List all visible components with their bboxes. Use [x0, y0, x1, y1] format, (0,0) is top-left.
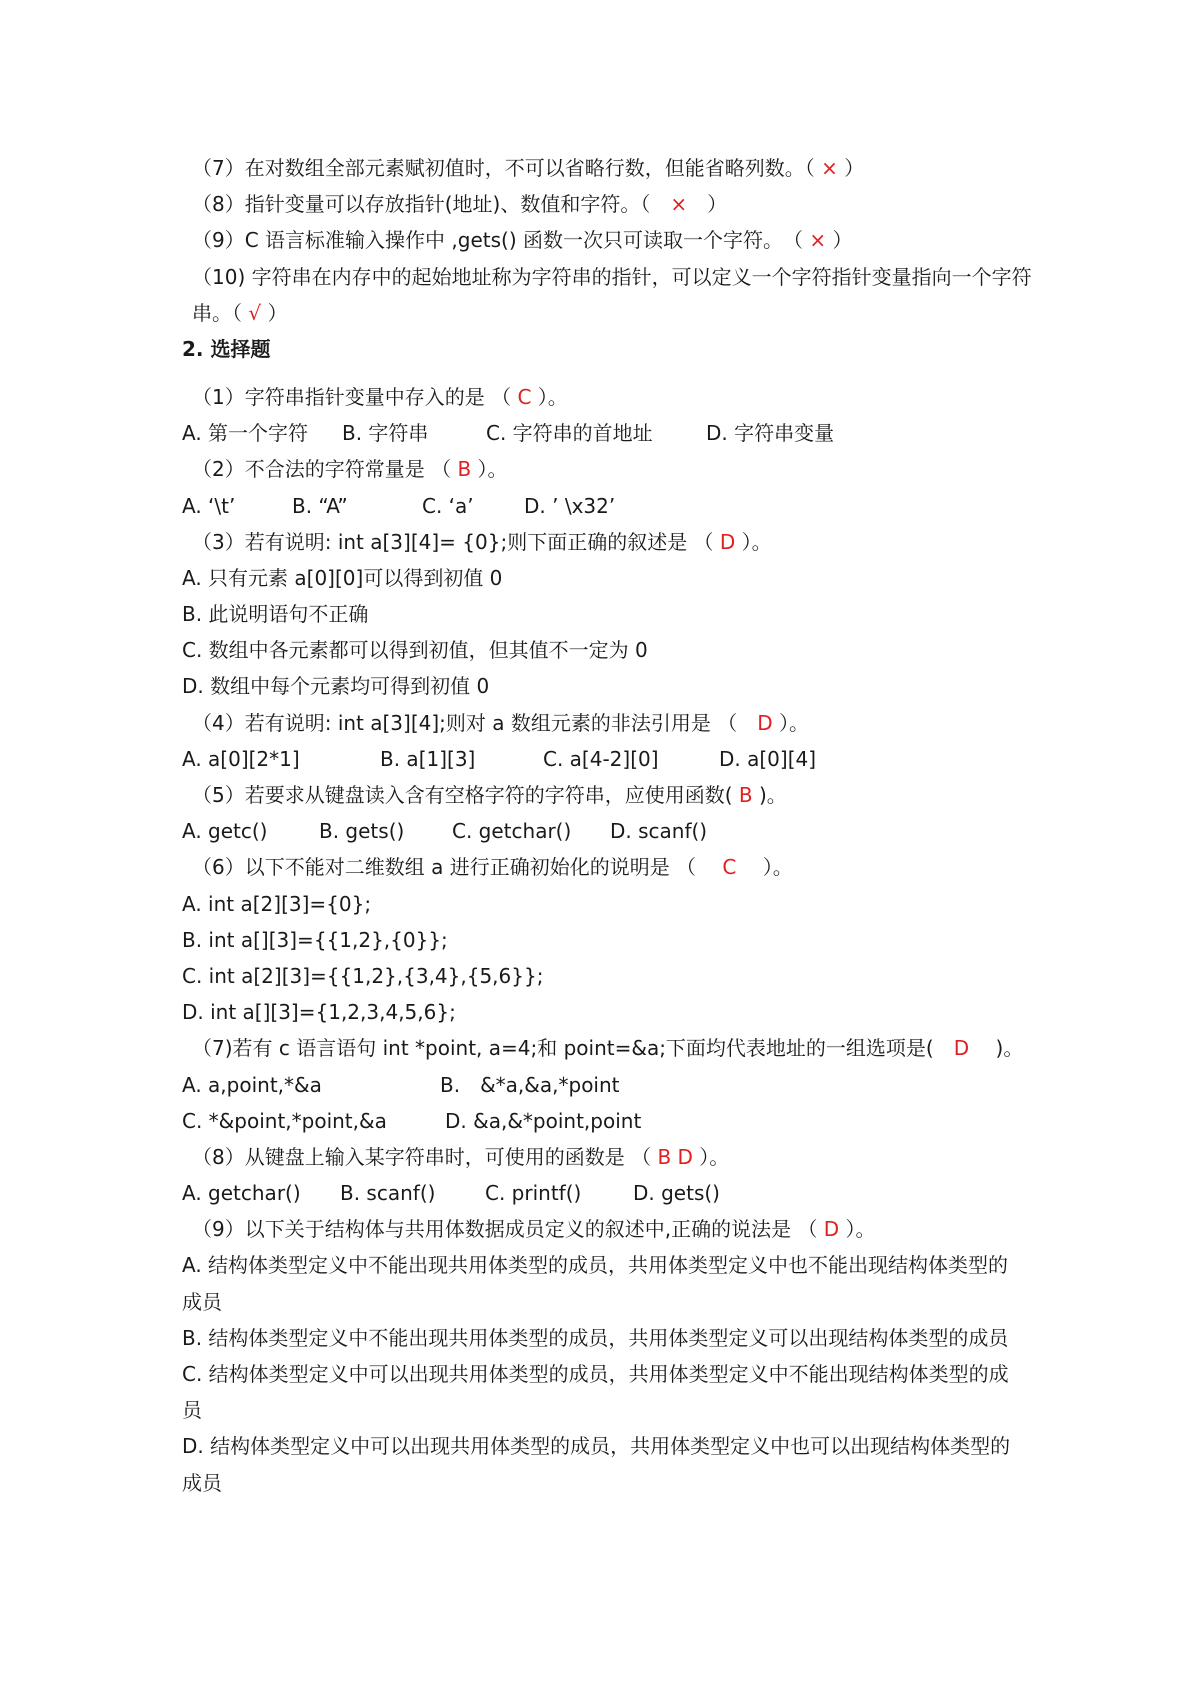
option-a: A. 第一个字符 — [182, 421, 309, 446]
option-a: A. ‘\t’ — [182, 493, 236, 518]
option-b: B. 结构体类型定义中不能出现共用体类型的成员，共用体类型定义可以出现结构体类型的成员 — [182, 1325, 1009, 1350]
tf-question-text: （7）在对数组全部元素赋初值时，不可以省略行数，但能省略列数。（ — [192, 156, 822, 180]
question-closing: ）。 — [531, 384, 568, 409]
question-text: （5）若要求从键盘读入含有空格字符的字符串，应使用函数( — [192, 783, 739, 808]
options-row — [182, 741, 1032, 777]
option-b: B. scanf() — [340, 1181, 436, 1206]
option-c: C. *&point,*point,&a — [182, 1108, 387, 1133]
option-d: D. 字符串变量 — [706, 421, 835, 446]
question-answer: D — [719, 529, 736, 554]
option-c: C. int a[2][3]={{1,2},{3,4},{5,6}}; — [182, 963, 544, 988]
question-closing: ）。 — [839, 1217, 876, 1242]
option-b: B. 字符串 — [342, 421, 429, 446]
option-c: C. 结构体类型定义中可以出现共用体类型的成员，共用体类型定义中不能出现结构体类型的成员 — [182, 1362, 1009, 1423]
tf-item-8 — [182, 186, 1032, 222]
tf-question-text: （8）指针变量可以存放指针(地址)、数值和字符。（ — [192, 192, 671, 217]
question-closing: ）。 — [735, 529, 772, 554]
option-d: D. a[0][4] — [719, 746, 817, 771]
option-c: C. getchar() — [452, 819, 572, 844]
question-text: （2）不合法的字符常量是 （ — [192, 457, 458, 482]
option-d: D. &a,&*point,point — [445, 1108, 642, 1133]
option-a: A. int a[2][3]={0}; — [182, 891, 372, 916]
option-b: B. 此说明语句不正确 — [182, 602, 369, 627]
option-a: A. a[0][2*1] — [182, 746, 300, 771]
question-1 — [182, 379, 1032, 415]
question-answer: C — [722, 855, 737, 880]
option-a: A. getchar() — [182, 1181, 301, 1206]
option-a: A. 结构体类型定义中不能出现共用体类型的成员，共用体类型定义中也不能出现结构体类型的成员 — [182, 1253, 1009, 1314]
tf-item-9 — [182, 222, 1032, 258]
tf-answer: √ — [248, 300, 262, 325]
question-text: （7)若有 c 语言语句 int *point, a=4;和 point=&a;下面均代表地址的一组选项是( — [192, 1036, 954, 1061]
options-row — [182, 1175, 1032, 1211]
option-b: B. &*a,&a,*point — [440, 1072, 620, 1097]
tf-closing: ） — [826, 228, 853, 253]
question-text: （9）以下关于结构体与共用体数据成员定义的叙述中,正确的说法是 （ — [192, 1217, 824, 1242]
question-closing: ）。 — [471, 457, 508, 482]
question-8 — [182, 1139, 1032, 1175]
option-b: B. int a[][3]={{1,2},{0}}; — [182, 927, 448, 952]
question-closing: )。 — [969, 1036, 1024, 1061]
question-closing: )。 — [752, 783, 787, 808]
option-d: D. 数组中每个元素均可得到初值 0 — [182, 674, 490, 699]
question-2 — [182, 451, 1032, 487]
options-row — [182, 488, 1032, 524]
option-d: D. 结构体类型定义中可以出现共用体类型的成员，共用体类型定义中也可以出现结构体类型的成员 — [182, 1434, 1011, 1495]
option-a: A. 只有元素 a[0][0]可以得到初值 0 — [182, 565, 503, 590]
question-text: （8）从键盘上输入某字符串时，可使用的函数是 （ — [192, 1144, 658, 1169]
question-answer: C — [517, 384, 532, 409]
option-d: D. scanf() — [610, 819, 708, 844]
tf-question-text: （10) 字符串在内存中的起始地址称为字符串的指针，可以定义一个字符指针变量指向一个字符串。（ — [192, 264, 1032, 325]
question-answer: B D — [657, 1144, 693, 1169]
question-answer: D — [953, 1036, 970, 1061]
tf-question-text: （9）C 语言标准输入操作中 ,gets() 函数一次只可读取一个字符。 （ — [192, 228, 810, 253]
option-c: C. 数组中各元素都可以得到初值，但其值不一定为 0 — [182, 638, 648, 663]
tf-answer: × — [670, 192, 688, 217]
question-7 — [182, 1030, 1032, 1066]
question-answer: B — [457, 457, 472, 482]
options-row — [182, 1067, 1032, 1103]
option-c: C. printf() — [485, 1181, 582, 1206]
question-9 — [182, 1211, 1032, 1247]
tf-closing: ） — [687, 192, 728, 217]
option-b: B. gets() — [319, 819, 405, 844]
option-c: C. a[4-2][0] — [543, 746, 659, 771]
question-answer: B — [738, 783, 753, 808]
question-answer: D — [823, 1217, 840, 1242]
tf-answer: × — [809, 228, 827, 253]
option-c: C. ‘a’ — [422, 493, 474, 518]
tf-item-10 — [182, 259, 1032, 331]
option-d: D. ’ \x32’ — [524, 493, 616, 518]
option-d: D. int a[][3]={1,2,3,4,5,6}; — [182, 1000, 456, 1025]
option-c: C. 字符串的首地址 — [486, 421, 653, 446]
question-6 — [182, 849, 1032, 885]
question-text: （4）若有说明: int a[3][4];则对 a 数组元素的非法引用是 （ — [192, 710, 758, 735]
question-text: （3）若有说明: int a[3][4]= {0};则下面正确的叙述是 （ — [192, 529, 720, 554]
tf-closing: ） — [837, 156, 865, 180]
tf-item-7 — [182, 150, 1032, 186]
option-b: B. “A” — [292, 493, 348, 518]
option-a: A. getc() — [182, 819, 268, 844]
options-row — [182, 813, 1032, 849]
option-a: A. a,point,*&a — [182, 1072, 322, 1097]
options-row — [182, 1103, 1032, 1139]
option-d: D. gets() — [633, 1181, 720, 1206]
question-answer: D — [757, 710, 773, 735]
question-closing: ）。 — [772, 710, 809, 735]
document-page — [182, 150, 1032, 1501]
question-4 — [182, 705, 1032, 741]
section-title: 2. 选择题 — [182, 336, 271, 361]
options-row — [182, 415, 1032, 451]
tf-answer: × — [821, 156, 838, 180]
question-closing: ）。 — [736, 855, 793, 880]
tf-closing: ） — [261, 300, 288, 325]
question-text: （1）字符串指针变量中存入的是 （ — [192, 384, 518, 409]
question-text: （6）以下不能对二维数组 a 进行正确初始化的说明是 （ — [192, 855, 723, 880]
question-3 — [182, 524, 1032, 560]
question-closing: ）。 — [692, 1144, 730, 1169]
option-b: B. a[1][3] — [380, 746, 476, 771]
question-5 — [182, 777, 1032, 813]
